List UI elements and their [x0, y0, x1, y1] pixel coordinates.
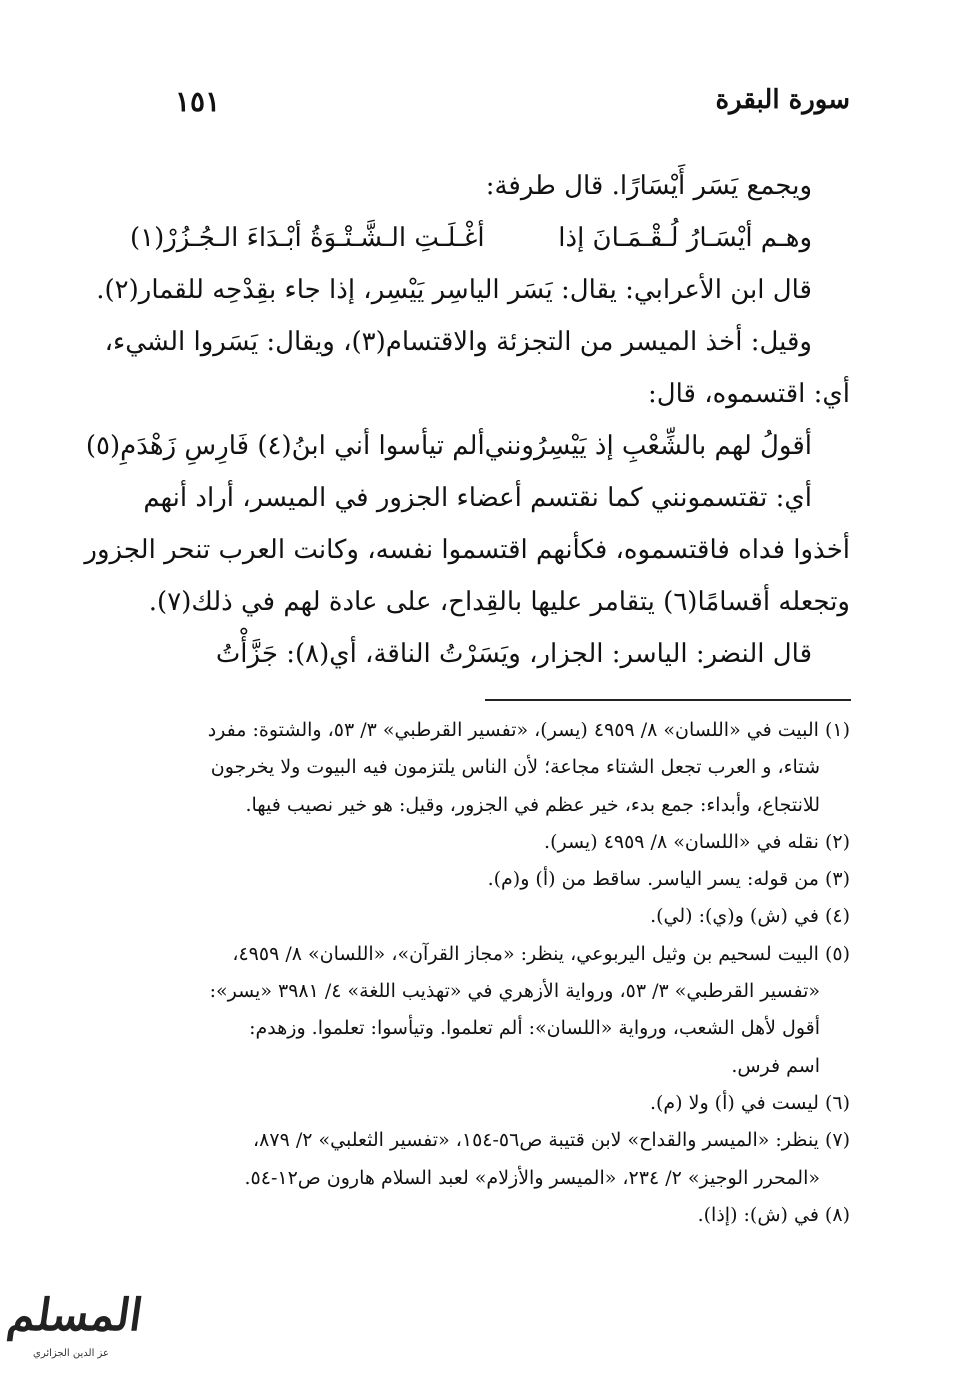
verse-2	[85, 420, 850, 472]
page-number: ١٥١	[175, 85, 221, 118]
verse-1-second-hemistich: أغْـلَـتِ الـشَّـتْـوَةُ أبْـدَاءَ الـجُـزُرْ(١)	[130, 223, 485, 253]
footnote-line: «المحرر الوجيز» ٢/ ٢٣٤، «الميسر والأزلام» لعبد السلام هارون ص١٢-٥٤.	[244, 1166, 820, 1189]
verse-2-first-hemistich: أقولُ لهم بالشِّعْبِ إذ يَيْسِرُونني	[484, 431, 812, 461]
footnotes	[125, 712, 850, 1234]
stamp-sub-text: عز الدين الجزائري	[33, 1348, 110, 1359]
footnote-line: للانتجاع، وأبداء: جمع بدء، خير عظم في الجزور، وقيل: هو خير نصيب فيها.	[245, 793, 820, 816]
footnote-line: (٦) ليست في (أ) ولا (م).	[649, 1091, 850, 1114]
surah-title: سورة البقرة	[715, 85, 850, 115]
verse-1	[120, 212, 850, 264]
footnote-line: «تفسير القرطبي» ٣/ ٥٣، ورواية الأزهري في «تهذيب اللغة» ٤/ ٣٩٨١ «يسر»:	[209, 980, 820, 1003]
text-line-1: ويجمع يَسَر أَيْسَارًا. قال طرفة:	[485, 171, 812, 201]
footnote-separator	[485, 699, 851, 701]
footnote-line: (٧) ينظر: «الميسر والقداح» لابن قتيبة ص٥٦-١٥٤، «تفسير الثعلبي» ٢/ ٨٧٩،	[253, 1129, 850, 1152]
text-line-2: قال ابن الأعرابي: يقال: يَسَر الياسِر يَيْسِر، إذا جاء بقِدْحِه للقمار(٢).	[96, 275, 812, 305]
footnote-line: أقول لأهل الشعب، ورواية «اللسان»: ألم تعلموا. وتيأسوا: تعلموا. وزهدم:	[249, 1017, 820, 1040]
text-line-8: قال النضر: الياسر: الجزار، ويَسَرْتُ الناقة، أي(٨): جَزَّأْتُ	[215, 639, 812, 669]
text-line-5: أي: تقتسمونني كما نقتسم أعضاء الجزور في الميسر، أراد أنهم	[143, 483, 812, 513]
verse-2-second-hemistich: ألم تيأسوا أني ابنُ(٤) فَارِسِ زَهْدَمِ(٥)	[85, 431, 485, 461]
footnote-line: اسم فرس.	[731, 1054, 820, 1077]
main-text	[84, 160, 850, 680]
stamp-main-text: المسلم	[4, 1290, 146, 1341]
footnote-line: شتاء، و العرب تجعل الشتاء مجاعة؛ لأن الناس يلتزمون فيه البيوت ولا يخرجون	[210, 756, 820, 779]
verse-1-first-hemistich: وهـم أيْسَـارُ لُـقْـمَـانَ إذا	[558, 223, 812, 253]
footnote-line: (١) البيت في «اللسان» ٨/ ٤٩٥٩ (يسر)، «تفسير القرطبي» ٣/ ٥٣، والشتوة: مفرد	[207, 719, 850, 741]
footnote-line: (٨) في (ش): (إذا).	[697, 1203, 850, 1226]
text-line-3: وقيل: أخذ الميسر من التجزئة والاقتسام(٣)، ويقال: يَسَروا الشيء،	[104, 327, 812, 357]
publisher-stamp-logo	[4, 1290, 158, 1370]
footnote-line: (٣) من قوله: يسر الياسر. ساقط من (أ) و(م).	[487, 868, 850, 891]
footnote-line: (٥) البيت لسحيم بن وثيل اليربوعي، ينظر: «مجاز القرآن»، «اللسان» ٨/ ٤٩٥٩،	[232, 942, 850, 965]
text-line-4: أي: اقتسموه، قال:	[647, 379, 850, 409]
text-line-7: وتجعله أقسامًا(٦) يتقامر عليها بالقِداح، على عادة لهم في ذلك(٧).	[148, 587, 850, 617]
text-line-6: أخذوا فداه فاقتسموه، فكأنهم اقتسموا نفسه، وكانت العرب تنحر الجزور	[84, 535, 850, 565]
footnote-line: (٤) في (ش) و(ي): (لي).	[650, 905, 850, 928]
footnote-line: (٢) نقله في «اللسان» ٨/ ٤٩٥٩ (يسر).	[544, 830, 850, 853]
